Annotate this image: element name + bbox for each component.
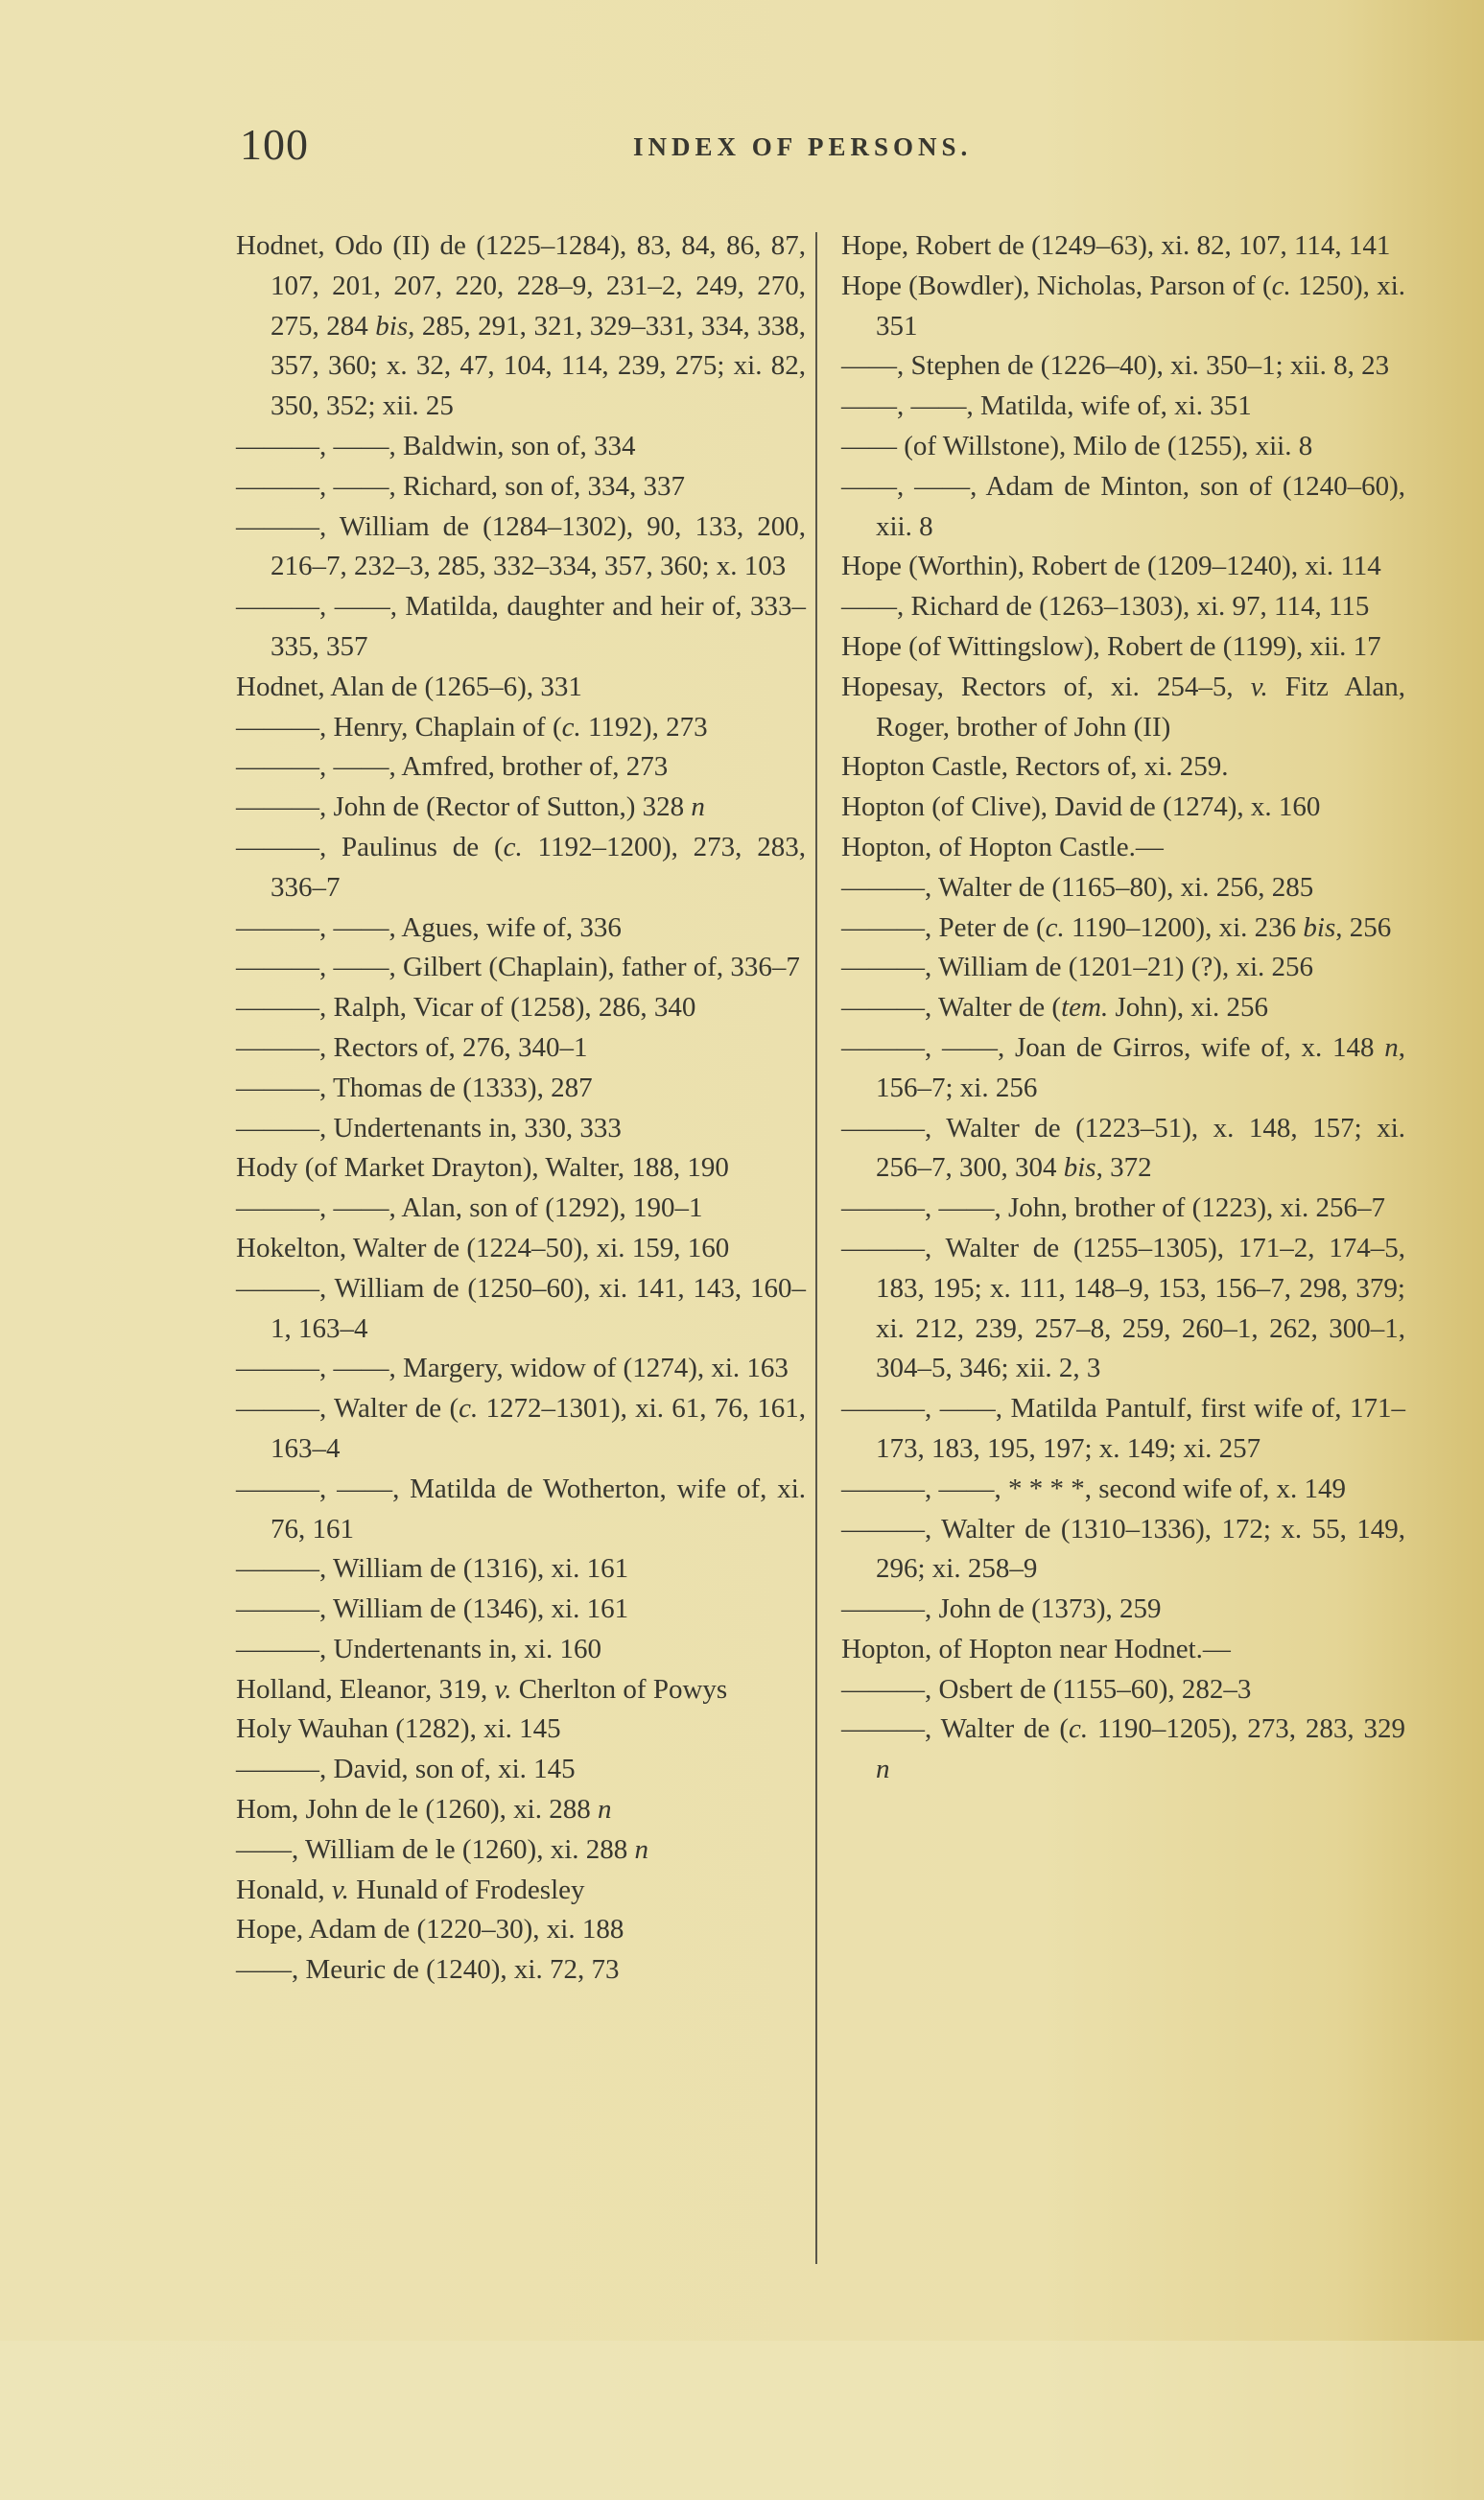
index-entry [236,1950,806,1991]
entry-text: Hopton Castle, Rectors of, xi. 259. [841,751,1229,783]
index-entry [841,1028,1405,1109]
index-entry [236,948,806,988]
index-entry [236,988,806,1028]
entry-text: ——, Meuric de (1240), xi. 72, 73 [236,1954,620,1986]
entry-text: ———, William de (1346), xi. 161 [236,1593,629,1625]
index-entry [236,1349,806,1389]
entry-text: Hope, Adam de (1220–30), xi. 188 [236,1914,624,1946]
index-entry [841,1109,1405,1190]
index-entry [236,1269,806,1350]
entry-text: Honald, [236,1874,332,1905]
entry-text: ——, ——, Matilda, wife of, xi. 351 [841,390,1252,422]
entry-italic-text: c. [561,711,581,743]
entry-text: Hodnet, Odo (II) de (1225–1284), 83, 84, 86, 87, 107, 201, 207, 220, 228–9, 231–2, 249, 270, 275, 284 [236,230,806,342]
entry-text: ———, ——, Agues, wife of, 336 [236,911,622,943]
entry-text: ———, Walter de (1223–51), x. 148, 157; xi. 256–7, 300, 304 [841,1112,1405,1184]
entry-text: , 156–7; xi. 256 [876,1031,1405,1103]
entry-text: 1190–1200), xi. 236 [1064,911,1304,943]
index-column-left [236,226,806,1991]
entry-text: ———, ——, Matilda Pantulf, first wife of, 171–173, 183, 195, 197; x. 149; xi. 257 [841,1393,1405,1464]
index-entry [841,1229,1405,1389]
entry-text: ———, Osbert de (1155–60), 282–3 [841,1673,1252,1705]
index-entry [841,1389,1405,1470]
index-entry [841,547,1405,587]
index-entry [236,788,806,828]
index-entry [236,1590,806,1630]
entry-italic-text: bis [1063,1152,1096,1184]
index-entry [841,747,1405,788]
index-entry [236,1028,806,1069]
entry-text: ———, ——, Baldwin, son of, 334 [236,430,636,461]
entry-text: ———, ——, John, brother of (1223), xi. 256–7 [841,1192,1386,1224]
entry-text: ———, Walter de (1255–1305), 171–2, 174–5, 183, 195; x. 111, 148–9, 153, 156–7, 298, 379; xi. 212, 239, 257–8, 259, 260–1, 262, 300–1, 304–5, 346; xii. 2, 3 [841,1232,1405,1384]
index-entry [841,1590,1405,1630]
index-entry [236,908,806,949]
index-entry [236,1670,806,1710]
entry-italic-text: n [597,1794,612,1826]
index-entry [841,627,1405,668]
index-entry [236,1148,806,1189]
entry-text: ——, Richard de (1263–1303), xi. 97, 114, 115 [841,591,1370,623]
entry-text: 1192), 273 [580,711,708,743]
entry-text: John), xi. 256 [1108,992,1268,1024]
entry-text: , 256 [1335,911,1392,943]
index-entry [841,1189,1405,1229]
entry-italic-text: bis [375,310,409,342]
entry-italic-text: c. [1068,1713,1089,1745]
index-entry [841,1470,1405,1510]
index-entry [236,1790,806,1830]
index-entry [841,988,1405,1028]
entry-italic-text: n [876,1754,890,1785]
index-entry [841,1630,1405,1670]
index-entry [236,1750,806,1790]
entry-text: ———, William de (1316), xi. 161 [236,1553,629,1585]
entry-text: ———, William de (1284–1302), 90, 133, 200, 216–7, 232–3, 285, 332–334, 357, 360; x. 103 [236,510,806,582]
index-entry [236,1470,806,1550]
entry-text: ———, Walter de (1310–1336), 172; x. 55, 149, 296; xi. 258–9 [841,1513,1405,1585]
entry-text: ———, Undertenants in, xi. 160 [236,1633,601,1664]
index-entry [236,1389,806,1470]
entry-text: ———, John de (Rector of Sutton,) 328 [236,791,692,823]
index-entry [841,908,1405,949]
index-entry [841,467,1405,548]
index-entry [236,708,806,748]
index-entry [236,828,806,908]
entry-text: ———, ——, Matilda, daughter and heir of, 333–335, 357 [236,591,806,662]
page-number: 100 [240,120,309,169]
entry-text: Hope (Worthin), Robert de (1209–1240), xi. 114 [841,551,1381,582]
entry-text: Holy Wauhan (1282), xi. 145 [236,1713,561,1745]
entry-text: ———, ——, Alan, son of (1292), 190–1 [236,1192,703,1224]
entry-text: Hody (of Market Drayton), Walter, 188, 190 [236,1152,729,1184]
entry-italic-text: v. [1250,671,1268,702]
index-entry [236,1069,806,1109]
entry-text: 1250), xi. 351 [876,270,1405,342]
entry-italic-text: v. [331,1874,349,1905]
entry-text: 1192–1200), 273, 283, 336–7 [271,831,806,903]
entry-text: ———, Thomas de (1333), 287 [236,1072,593,1103]
index-entry [841,828,1405,868]
index-entry [841,1510,1405,1591]
entry-text: ——, Stephen de (1226–40), xi. 350–1; xii. 8, 23 [841,350,1390,382]
entry-text: , 285, 291, 321, 329–331, 334, 338, 357, 360; x. 32, 47, 104, 114, 239, 275; xi. 82, 350, 352; xii. 25 [271,310,807,422]
entry-text: Hopton, of Hopton near Hodnet.— [841,1633,1231,1664]
entry-italic-text: c. [459,1393,479,1425]
entry-italic-text: n [1384,1031,1399,1063]
entry-text: Holland, Eleanor, 319, [236,1673,495,1705]
entry-text: ———, Peter de ( [841,911,1046,943]
entry-text: ———, David, son of, xi. 145 [236,1754,576,1785]
index-entry [841,267,1405,347]
entry-text: Hope (Bowdler), Nicholas, Parson of ( [841,270,1272,301]
entry-text: ———, Walter de ( [841,1713,1069,1745]
entry-italic-text: v. [494,1673,512,1705]
entry-italic-text: c. [503,831,523,862]
paper-shade [0,2341,1484,2500]
entry-text: ——, ——, Adam de Minton, son of (1240–60), xii. 8 [841,470,1405,542]
index-entry [236,668,806,708]
entry-italic-text: tem. [1061,992,1109,1024]
entry-text: ———, Henry, Chaplain of ( [236,711,562,743]
index-column-right [841,226,1405,1790]
entry-text: ———, ——, * * * *, second wife of, x. 149 [841,1473,1346,1504]
entry-text: ———, ——, Joan de Girros, wife of, x. 148 [841,1031,1385,1063]
entry-text: —— (of Willstone), Milo de (1255), xii. 8 [841,430,1313,461]
entry-text: ———, William de (1201–21) (?), xi. 256 [841,952,1314,983]
entry-text: ———, Rectors of, 276, 340–1 [236,1031,588,1063]
index-entry [236,587,806,668]
entry-text: Hom, John de le (1260), xi. 288 [236,1794,598,1826]
index-entry [841,868,1405,908]
index-entry [236,1229,806,1269]
entry-text: 1272–1301), xi. 61, 76, 161, 163–4 [271,1393,806,1464]
index-entry [236,1189,806,1229]
entry-text: ———, ——, Margery, widow of (1274), xi. 163 [236,1353,789,1384]
index-entry [236,467,806,507]
entry-italic-text: bis [1303,911,1336,943]
entry-text: ———, William de (1250–60), xi. 141, 143, 160–1, 163–4 [236,1272,806,1344]
index-entry [841,587,1405,627]
entry-text: ———, ——, Amfred, brother of, 273 [236,751,669,783]
index-entry [236,747,806,788]
entry-text: ———, ——, Richard, son of, 334, 337 [236,470,685,502]
index-entry [236,1830,806,1871]
index-entry [841,1710,1405,1790]
index-entry [841,427,1405,467]
index-entry [236,226,806,427]
index-entry [236,1910,806,1950]
index-entry [236,507,806,588]
column-divider [815,232,817,2264]
entry-text: Hodnet, Alan de (1265–6), 331 [236,671,582,702]
entry-text: Hopesay, Rectors of, xi. 254–5, [841,671,1251,702]
entry-italic-text: n [634,1833,649,1865]
entry-italic-text: n [691,791,705,823]
entry-text: ———, John de (1373), 259 [841,1593,1162,1625]
index-entry [236,427,806,467]
entry-text: Hopton, of Hopton Castle.— [841,831,1164,862]
entry-text: , 372 [1095,1152,1152,1184]
entry-text: Hopton (of Clive), David de (1274), x. 160 [841,791,1321,823]
index-entry [236,1549,806,1590]
index-entry [841,948,1405,988]
index-entry [236,1710,806,1750]
running-head: INDEX OF PERSONS. [633,132,973,161]
entry-text: ———, Walter de ( [236,1393,459,1425]
index-entry [236,1109,806,1149]
entry-italic-text: c. [1045,911,1065,943]
entry-text: ———, Ralph, Vicar of (1258), 286, 340 [236,992,696,1024]
entry-text: Hunald of Frodesley [348,1874,585,1905]
entry-text: Hope (of Wittingslow), Robert de (1199), xii. 17 [841,630,1381,662]
entry-text: ——, William de le (1260), xi. 288 [236,1833,635,1865]
index-entry [236,1871,806,1911]
entry-italic-text: c. [1271,270,1291,301]
entry-text: 1190–1205), 273, 283, 329 [1088,1713,1405,1745]
index-entry [841,346,1405,387]
entry-text: Hokelton, Walter de (1224–50), xi. 159, 160 [236,1232,730,1263]
index-entry [236,1630,806,1670]
index-entry [841,387,1405,427]
entry-text: Hope, Robert de (1249–63), xi. 82, 107, 114, 141 [841,230,1391,261]
entry-text: ———, ——, Gilbert (Chaplain), father of, 336–7 [236,952,800,983]
entry-text: ———, ——, Matilda de Wotherton, wife of, xi. 76, 161 [236,1473,806,1545]
entry-text: Fitz Alan, Roger, brother of John (II) [876,671,1406,743]
entry-text: ———, Undertenants in, 330, 333 [236,1112,622,1144]
index-entry [841,668,1405,748]
index-entry [841,1670,1405,1710]
entry-text: Cherlton of Powys [511,1673,728,1705]
entry-text: ———, Walter de (1165–80), xi. 256, 285 [841,871,1314,903]
index-entry [841,226,1405,267]
index-entry [841,788,1405,828]
entry-text: ———, Walter de ( [841,992,1062,1024]
entry-text: ———, Paulinus de ( [236,831,504,862]
